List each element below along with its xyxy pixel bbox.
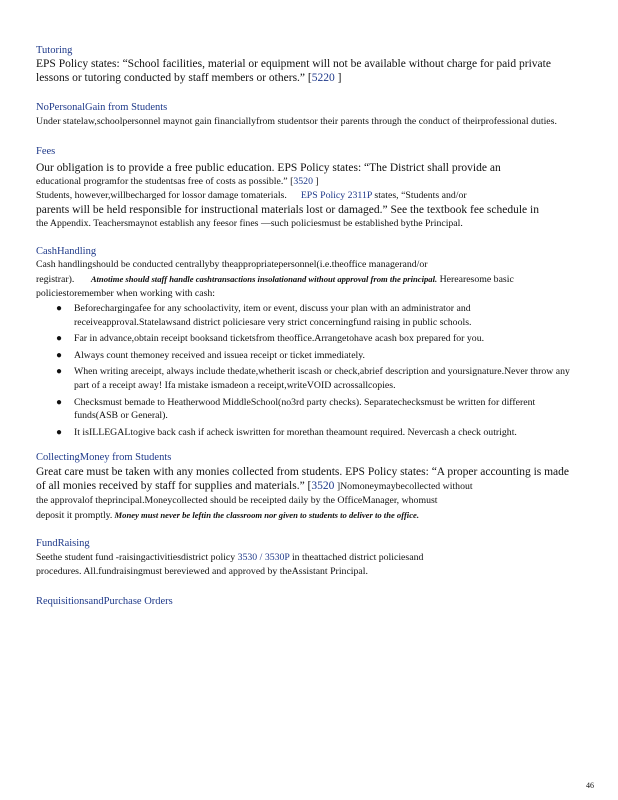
cash-warning-italic: Atnotime should staff handle cashtransactions insolationand without approval from the principal. <box>90 274 438 284</box>
collecting-paragraph: Great care must be taken with any monies collected from students. EPS Policy states: “A proper accounting is made of all monies received by staff for supplies and materials.” [3520 ]Nomoneymaybecollected without <box>36 466 570 493</box>
section-heading: FundRaising <box>36 538 90 550</box>
section-heading: Fees <box>36 146 56 157</box>
list-item: ● Always count themoney received and issuea receipt or ticket immediately. <box>56 349 365 361</box>
list-item: ● Far in advance,obtain receipt booksand ticketsfrom theoffice.Arrangetohave acash box prepared for you. <box>56 333 485 345</box>
cash-policy-list <box>36 302 570 439</box>
fees-paragraph-2: Students, however,willbecharged for lossor damage tomaterials. EPS Policy 2311P states, “Students and/or <box>36 190 467 201</box>
list-item: ● Beforechargingafee for any schoolactivity, item or event, discuss your plan with an administrator and receiveapproval.Statelawsand district policiesare very strict concerningfund raising in public schools. <box>56 303 472 328</box>
policy-reference[interactable]: EPS Policy 2311P <box>300 190 372 201</box>
section-fund-raising <box>36 537 570 579</box>
collecting-paragraph-3: deposit it promptly. Money must never be leftin the classroom nor given to students to deliver to the office. <box>36 510 419 522</box>
fundraising-paragraph: Seethe student fund -raisingactivitiesdistrict policy 3530 / 3530P in theattached district policiesand <box>36 552 424 564</box>
section-cash-handling <box>36 245 570 439</box>
bullet-icon: ● <box>56 426 63 438</box>
fundraising-paragraph-2: procedures. All.fundraisingmust bereviewed and approved by theAssistant Principal. <box>36 566 368 578</box>
policy-reference[interactable]: 3520 <box>293 176 313 187</box>
list-item: ● Checksmust bemade to Heatherwood MiddleSchool(no3rd party checks). Separatechecksmust be written for different funds(ASB or General). <box>56 396 536 422</box>
bullet-icon: ● <box>56 366 63 378</box>
bullet-icon: ● <box>56 349 63 361</box>
policy-reference[interactable]: 3520 <box>311 480 335 493</box>
list-item: ● When writing areceipt, always include thedate,whetherit iscash or check,abrief description and yoursignature.Never throw any part of a receipt away! Ifa mistake ismadeon a receipt,writeVOID acrossallcopies. <box>56 366 570 391</box>
document-page <box>36 44 570 620</box>
section-tutoring <box>36 44 570 85</box>
cash-intro: Cash handlingshould be conducted centrallyby theappropriatepersonnel(i.e.theoffice managerand/or registrar). Atnotime should staff handle cashtransactions insolationand without approval from the principal. Herearesome basic policiestoremember when working with cash: <box>36 259 514 299</box>
page-number: 46 <box>586 781 594 790</box>
fees-paragraph-3: parents will be held responsible for instructional materials lost or damaged.” See the textbook fee schedule in <box>36 204 539 216</box>
section-heading: CollectingMoney from Students <box>36 452 172 464</box>
section-requisitions <box>36 595 570 608</box>
collecting-paragraph-2: the approvalof theprincipal.Moneycollected should be receipted daily by the OfficeManager, whomust <box>36 495 438 507</box>
section-heading: Tutoring <box>36 45 73 56</box>
fees-paragraph-4: the Appendix. Teachersmaynot establish any feesor fines —such policiesmust be established bythe Principal. <box>36 218 463 229</box>
section-heading: CashHandling <box>36 246 97 257</box>
no-gain-text: Under statelaw,schoolpersonnel maynot gain financiallyfrom studentsor their parents through the conduct of theirprofessional duties. <box>36 116 557 127</box>
section-heading: NoPersonalGain from Students <box>36 102 168 113</box>
section-no-personal-gain <box>36 101 570 129</box>
bullet-icon: ● <box>56 333 63 345</box>
tutoring-text: EPS Policy states: “School facilities, material or equipment will not be available without charge for paid private lessons or tutoring conducted by staff members or others.” [5220 ] <box>36 58 551 84</box>
bullet-icon: ● <box>56 303 63 314</box>
policy-reference[interactable]: 5220 <box>311 72 335 84</box>
section-fees <box>36 145 570 231</box>
bullet-icon: ● <box>56 396 63 408</box>
section-collecting-money <box>36 451 570 523</box>
section-heading: RequisitionsandPurchase Orders <box>36 596 173 608</box>
fees-paragraph-1b: educational programfor the studentsas free of costs as possible.” [3520 ] <box>36 176 319 187</box>
list-item: ● It isILLEGALtogive back cash if acheck iswritten for morethan theamount required. Nevercash a check outright. <box>56 426 517 438</box>
policy-reference[interactable]: 3530 / 3530P <box>237 552 290 564</box>
fees-paragraph-1: Our obligation is to provide a free public education. EPS Policy states: “The District shall provide an <box>36 162 501 174</box>
money-warning-italic: Money must never be leftin the classroom nor given to students to deliver to the office. <box>112 510 419 521</box>
